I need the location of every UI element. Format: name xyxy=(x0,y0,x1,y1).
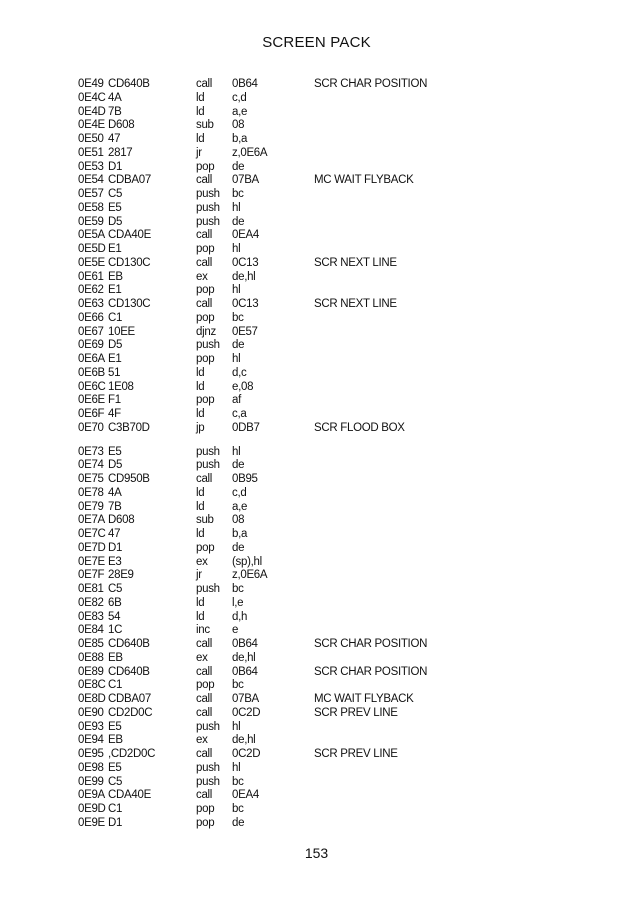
listing-row xyxy=(78,408,598,422)
mnemonic-cell: pop xyxy=(196,353,215,365)
hex-bytes-cell: C5 xyxy=(108,583,123,595)
address-cell: 0E50 xyxy=(78,133,104,145)
address-cell: 0E70 xyxy=(78,421,104,434)
listing-row xyxy=(78,119,598,133)
hex-bytes-cell: 2817 xyxy=(108,146,133,159)
address-cell: 0E4E xyxy=(78,119,105,132)
mnemonic-cell: ex xyxy=(196,270,208,283)
hex-bytes-cell: E1 xyxy=(108,353,122,365)
address-cell: 0E4C xyxy=(78,91,106,104)
listing-row xyxy=(78,243,598,257)
hex-bytes-cell: 7B xyxy=(108,105,122,118)
address-cell: 0E7A xyxy=(78,514,105,527)
mnemonic-cell: call xyxy=(196,78,213,90)
comment-cell: SCR FLOOD BOX xyxy=(314,421,405,434)
mnemonic-cell: ex xyxy=(196,555,208,568)
listing-row xyxy=(78,353,598,367)
mnemonic-cell: ld xyxy=(196,133,205,145)
hex-bytes-cell: 6B xyxy=(108,596,122,609)
listing-row xyxy=(78,312,598,326)
hex-bytes-cell: CD130C xyxy=(108,298,151,310)
comment-cell: SCR NEXT LINE xyxy=(314,256,397,269)
hex-bytes-cell: F1 xyxy=(108,394,121,407)
address-cell: 0E95 xyxy=(78,748,104,760)
address-cell: 0E93 xyxy=(78,720,104,733)
listing-row xyxy=(78,528,598,542)
address-cell: 0E82 xyxy=(78,596,104,609)
address-cell: 0E5E xyxy=(78,256,105,269)
hex-bytes-cell: E5 xyxy=(108,761,122,774)
operand-cell: hl xyxy=(232,201,241,214)
hex-bytes-cell: D5 xyxy=(108,459,123,472)
listing-row xyxy=(78,652,598,666)
listing-row xyxy=(78,174,598,188)
mnemonic-cell: push xyxy=(196,445,220,458)
comment-cell: MC WAIT FLYBACK xyxy=(314,174,414,187)
mnemonic-cell: ld xyxy=(196,486,205,499)
hex-bytes-cell: D5 xyxy=(108,339,123,352)
comment-cell: MC WAIT FLYBACK xyxy=(314,693,414,705)
hex-bytes-cell: C5 xyxy=(108,188,123,200)
hex-bytes-cell: 51 xyxy=(108,366,121,379)
mnemonic-cell: pop xyxy=(196,394,215,407)
listing-row xyxy=(78,734,598,748)
operand-cell: c,d xyxy=(232,486,247,499)
hex-bytes-cell: D608 xyxy=(108,119,135,132)
listing-row xyxy=(78,624,598,638)
operand-cell: c,d xyxy=(232,91,247,104)
listing-row xyxy=(78,487,598,501)
mnemonic-cell: pop xyxy=(196,816,215,829)
address-cell: 0E9D xyxy=(78,803,106,815)
operand-cell: bc xyxy=(232,775,244,788)
mnemonic-cell: call xyxy=(196,789,213,802)
address-cell: 0E8C xyxy=(78,679,106,692)
listing-row xyxy=(78,271,598,285)
hex-bytes-cell: CD640B xyxy=(108,78,150,90)
address-cell: 0E6E xyxy=(78,394,105,407)
listing-row xyxy=(78,216,598,230)
operand-cell: e,08 xyxy=(232,380,254,393)
mnemonic-cell: ex xyxy=(196,734,208,747)
address-cell: 0E99 xyxy=(78,775,104,788)
operand-cell: e xyxy=(232,624,239,637)
operand-cell: de xyxy=(232,215,245,228)
mnemonic-cell: jr xyxy=(196,569,202,582)
address-cell: 0E73 xyxy=(78,445,104,458)
operand-cell: a,e xyxy=(232,105,248,118)
operand-cell: (sp),hl xyxy=(232,555,262,568)
hex-bytes-cell: D5 xyxy=(108,215,123,228)
operand-cell: 08 xyxy=(232,119,245,132)
listing-row xyxy=(78,693,598,707)
listing-row xyxy=(78,748,598,762)
address-cell: 0E62 xyxy=(78,284,104,297)
mnemonic-cell: push xyxy=(196,459,220,472)
operand-cell: l,e xyxy=(232,596,244,609)
operand-cell: 08 xyxy=(232,514,245,527)
address-cell: 0E6A xyxy=(78,353,105,365)
hex-bytes-cell: 47 xyxy=(108,528,121,540)
page-number: 153 xyxy=(304,845,329,861)
hex-bytes-cell: C1 xyxy=(108,803,123,815)
mnemonic-cell: pop xyxy=(196,541,215,554)
listing-row xyxy=(78,133,598,147)
operand-cell: de,hl xyxy=(232,270,256,283)
listing-row xyxy=(78,569,598,583)
address-cell: 0E83 xyxy=(78,610,104,623)
mnemonic-cell: pop xyxy=(196,311,215,324)
operand-cell: c,a xyxy=(232,408,247,420)
mnemonic-cell: pop xyxy=(196,803,215,815)
hex-bytes-cell: E5 xyxy=(108,201,122,214)
operand-cell: de xyxy=(232,816,245,829)
mnemonic-cell: push xyxy=(196,583,220,595)
operand-cell: hl xyxy=(232,761,241,774)
address-cell: 0E6F xyxy=(78,408,105,420)
address-cell: 0E49 xyxy=(78,78,104,90)
address-cell: 0E69 xyxy=(78,339,104,352)
hex-bytes-cell: E1 xyxy=(108,243,122,255)
listing-row xyxy=(78,284,598,298)
comment-cell: SCR PREV LINE xyxy=(314,706,398,719)
hex-bytes-cell: CDBA07 xyxy=(108,693,151,705)
mnemonic-cell: ld xyxy=(196,610,205,623)
mnemonic-cell: push xyxy=(196,215,220,228)
mnemonic-cell: pop xyxy=(196,284,215,297)
listing-row xyxy=(78,326,598,340)
operand-cell: hl xyxy=(232,445,241,458)
listing-row xyxy=(78,611,598,625)
mnemonic-cell: djnz xyxy=(196,325,216,338)
hex-bytes-cell: 4F xyxy=(108,408,121,420)
listing-row xyxy=(78,473,598,487)
address-cell: 0E51 xyxy=(78,146,104,159)
hex-bytes-cell: CDA40E xyxy=(108,789,151,802)
hex-bytes-cell: 54 xyxy=(108,610,121,623)
hex-bytes-cell: C1 xyxy=(108,679,123,692)
operand-cell: d,h xyxy=(232,610,248,623)
address-cell: 0E4D xyxy=(78,105,106,118)
mnemonic-cell: call xyxy=(196,256,213,269)
hex-bytes-cell: E5 xyxy=(108,720,122,733)
address-cell: 0E6C xyxy=(78,380,106,393)
mnemonic-cell: sub xyxy=(196,514,214,527)
address-cell: 0E79 xyxy=(78,500,104,513)
listing-row xyxy=(78,106,598,120)
address-cell: 0E88 xyxy=(78,651,104,664)
address-cell: 0E89 xyxy=(78,665,104,678)
address-cell: 0E63 xyxy=(78,298,104,310)
comment-cell: SCR CHAR POSITION xyxy=(314,78,428,90)
operand-cell: bc xyxy=(232,803,244,815)
address-cell: 0E58 xyxy=(78,201,104,214)
mnemonic-cell: call xyxy=(196,693,213,705)
address-cell: 0E6B xyxy=(78,366,105,379)
address-cell: 0E7F xyxy=(78,569,105,582)
hex-bytes-cell: D1 xyxy=(108,160,123,173)
listing-row xyxy=(78,707,598,721)
hex-bytes-cell: EB xyxy=(108,734,123,747)
operand-cell: 0C13 xyxy=(232,298,259,310)
operand-cell: 0C13 xyxy=(232,256,259,269)
hex-bytes-cell: CD130C xyxy=(108,256,151,269)
listing-row xyxy=(78,776,598,790)
hex-bytes-cell: 28E9 xyxy=(108,569,134,582)
mnemonic-cell: push xyxy=(196,775,220,788)
listing-row xyxy=(78,298,598,312)
address-cell: 0E61 xyxy=(78,270,104,283)
operand-cell: 07BA xyxy=(232,174,259,187)
mnemonic-cell: ld xyxy=(196,408,205,420)
address-cell: 0E9E xyxy=(78,816,105,829)
hex-bytes-cell: D608 xyxy=(108,514,135,527)
comment-cell: SCR CHAR POSITION xyxy=(314,665,428,678)
operand-cell: 0EA4 xyxy=(232,229,259,242)
comment-cell: SCR PREV LINE xyxy=(314,748,398,760)
page-title: SCREEN PACK xyxy=(262,34,371,51)
operand-cell: bc xyxy=(232,583,244,595)
operand-cell: 0B95 xyxy=(232,473,258,485)
hex-bytes-cell: C1 xyxy=(108,311,123,324)
hex-bytes-cell: C5 xyxy=(108,775,123,788)
mnemonic-cell: call xyxy=(196,665,213,678)
address-cell: 0E75 xyxy=(78,473,104,485)
listing-row xyxy=(78,597,598,611)
operand-cell: b,a xyxy=(232,133,248,145)
listing-row xyxy=(78,459,598,473)
operand-cell: hl xyxy=(232,284,241,297)
listing-row xyxy=(78,542,598,556)
mnemonic-cell: pop xyxy=(196,679,215,692)
hex-bytes-cell: D1 xyxy=(108,816,123,829)
assembly-listing xyxy=(78,78,598,831)
listing-row xyxy=(78,147,598,161)
listing-row xyxy=(78,161,598,175)
mnemonic-cell: call xyxy=(196,748,213,760)
operand-cell: 0DB7 xyxy=(232,421,260,434)
mnemonic-cell: jp xyxy=(196,421,205,434)
mnemonic-cell: pop xyxy=(196,243,215,255)
address-cell: 0E9A xyxy=(78,789,105,802)
address-cell: 0E94 xyxy=(78,734,104,747)
hex-bytes-cell: EB xyxy=(108,270,123,283)
operand-cell: af xyxy=(232,394,241,407)
address-cell: 0E7C xyxy=(78,528,106,540)
listing-row xyxy=(78,514,598,528)
hex-bytes-cell: E5 xyxy=(108,445,122,458)
address-cell: 0E53 xyxy=(78,160,104,173)
hex-bytes-cell: D1 xyxy=(108,541,123,554)
mnemonic-cell: push xyxy=(196,720,220,733)
mnemonic-cell: push xyxy=(196,339,220,352)
mnemonic-cell: push xyxy=(196,188,220,200)
mnemonic-cell: call xyxy=(196,638,213,650)
listing-row xyxy=(78,422,598,436)
hex-bytes-cell: CD2D0C xyxy=(108,706,153,719)
mnemonic-cell: ld xyxy=(196,91,205,104)
address-cell: 0E5D xyxy=(78,243,106,255)
operand-cell: z,0E6A xyxy=(232,569,268,582)
listing-row xyxy=(78,78,598,92)
hex-bytes-cell: 7B xyxy=(108,500,122,513)
mnemonic-cell: call xyxy=(196,298,213,310)
operand-cell: 0C2D xyxy=(232,706,261,719)
hex-bytes-cell: CDA40E xyxy=(108,229,151,242)
operand-cell: de xyxy=(232,160,245,173)
mnemonic-cell: push xyxy=(196,761,220,774)
comment-cell: SCR NEXT LINE xyxy=(314,298,397,310)
mnemonic-cell: ex xyxy=(196,651,208,664)
address-cell: 0E7D xyxy=(78,541,106,554)
mnemonic-cell: ld xyxy=(196,380,205,393)
operand-cell: a,e xyxy=(232,500,248,513)
mnemonic-cell: inc xyxy=(196,624,210,637)
listing-row xyxy=(78,638,598,652)
mnemonic-cell: ld xyxy=(196,596,205,609)
listing-row xyxy=(78,817,598,831)
operand-cell: z,0E6A xyxy=(232,146,268,159)
listing-row xyxy=(78,501,598,515)
listing-row xyxy=(78,789,598,803)
hex-bytes-cell: CDBA07 xyxy=(108,174,151,187)
listing-row xyxy=(78,257,598,271)
hex-bytes-cell: E3 xyxy=(108,555,122,568)
address-cell: 0E5A xyxy=(78,229,105,242)
hex-bytes-cell: EB xyxy=(108,651,123,664)
address-cell: 0E90 xyxy=(78,706,104,719)
address-cell: 0E81 xyxy=(78,583,104,595)
hex-bytes-cell: 4A xyxy=(108,486,122,499)
mnemonic-cell: call xyxy=(196,229,213,242)
address-cell: 0E54 xyxy=(78,174,104,187)
listing-row xyxy=(78,381,598,395)
operand-cell: bc xyxy=(232,188,244,200)
address-cell: 0E85 xyxy=(78,638,104,650)
address-cell: 0E57 xyxy=(78,188,104,200)
operand-cell: 0B64 xyxy=(232,78,258,90)
listing-row xyxy=(78,556,598,570)
operand-cell: hl xyxy=(232,720,241,733)
mnemonic-cell: jr xyxy=(196,146,202,159)
operand-cell: bc xyxy=(232,679,244,692)
operand-cell: bc xyxy=(232,311,244,324)
listing-row xyxy=(78,583,598,597)
listing-row xyxy=(78,202,598,216)
listing-row xyxy=(78,92,598,106)
hex-bytes-cell: 1E08 xyxy=(108,380,134,393)
operand-cell: d,c xyxy=(232,366,247,379)
hex-bytes-cell: C3B70D xyxy=(108,421,150,434)
address-cell: 0E7E xyxy=(78,555,105,568)
hex-bytes-cell: 47 xyxy=(108,133,121,145)
operand-cell: b,a xyxy=(232,528,248,540)
hex-bytes-cell: CD640B xyxy=(108,638,150,650)
operand-cell: 0C2D xyxy=(232,748,261,760)
hex-bytes-cell: CD640B xyxy=(108,665,150,678)
address-cell: 0E84 xyxy=(78,624,104,637)
address-cell: 0E67 xyxy=(78,325,104,338)
mnemonic-cell: sub xyxy=(196,119,214,132)
listing-row xyxy=(78,188,598,202)
operand-cell: 0B64 xyxy=(232,665,258,678)
hex-bytes-cell: E1 xyxy=(108,284,122,297)
operand-cell: de xyxy=(232,339,245,352)
listing-row xyxy=(78,679,598,693)
mnemonic-cell: ld xyxy=(196,528,205,540)
mnemonic-cell: call xyxy=(196,174,213,187)
listing-row xyxy=(78,339,598,353)
mnemonic-cell: ld xyxy=(196,105,205,118)
mnemonic-cell: ld xyxy=(196,366,205,379)
mnemonic-cell: call xyxy=(196,706,213,719)
operand-cell: hl xyxy=(232,353,241,365)
operand-cell: de,hl xyxy=(232,734,256,747)
listing-row xyxy=(78,666,598,680)
operand-cell: 0EA4 xyxy=(232,789,259,802)
listing-row xyxy=(78,803,598,817)
listing-gap xyxy=(78,436,598,446)
hex-bytes-cell: ,CD2D0C xyxy=(108,748,156,760)
listing-row xyxy=(78,367,598,381)
operand-cell: de xyxy=(232,459,245,472)
hex-bytes-cell: 10EE xyxy=(108,325,135,338)
hex-bytes-cell: 1C xyxy=(108,624,123,637)
listing-row xyxy=(78,762,598,776)
listing-row xyxy=(78,446,598,460)
comment-cell: SCR CHAR POSITION xyxy=(314,638,428,650)
hex-bytes-cell: CD950B xyxy=(108,473,150,485)
mnemonic-cell: ld xyxy=(196,500,205,513)
mnemonic-cell: call xyxy=(196,473,213,485)
operand-cell: de xyxy=(232,541,245,554)
address-cell: 0E8D xyxy=(78,693,106,705)
operand-cell: 07BA xyxy=(232,693,259,705)
address-cell: 0E59 xyxy=(78,215,104,228)
mnemonic-cell: pop xyxy=(196,160,215,173)
listing-row xyxy=(78,721,598,735)
operand-cell: de,hl xyxy=(232,651,256,664)
address-cell: 0E66 xyxy=(78,311,104,324)
operand-cell: 0E57 xyxy=(232,325,258,338)
address-cell: 0E78 xyxy=(78,486,104,499)
hex-bytes-cell: 4A xyxy=(108,91,122,104)
listing-row xyxy=(78,394,598,408)
address-cell: 0E98 xyxy=(78,761,104,774)
operand-cell: hl xyxy=(232,243,241,255)
listing-row xyxy=(78,229,598,243)
mnemonic-cell: push xyxy=(196,201,220,214)
address-cell: 0E74 xyxy=(78,459,104,472)
operand-cell: 0B64 xyxy=(232,638,258,650)
